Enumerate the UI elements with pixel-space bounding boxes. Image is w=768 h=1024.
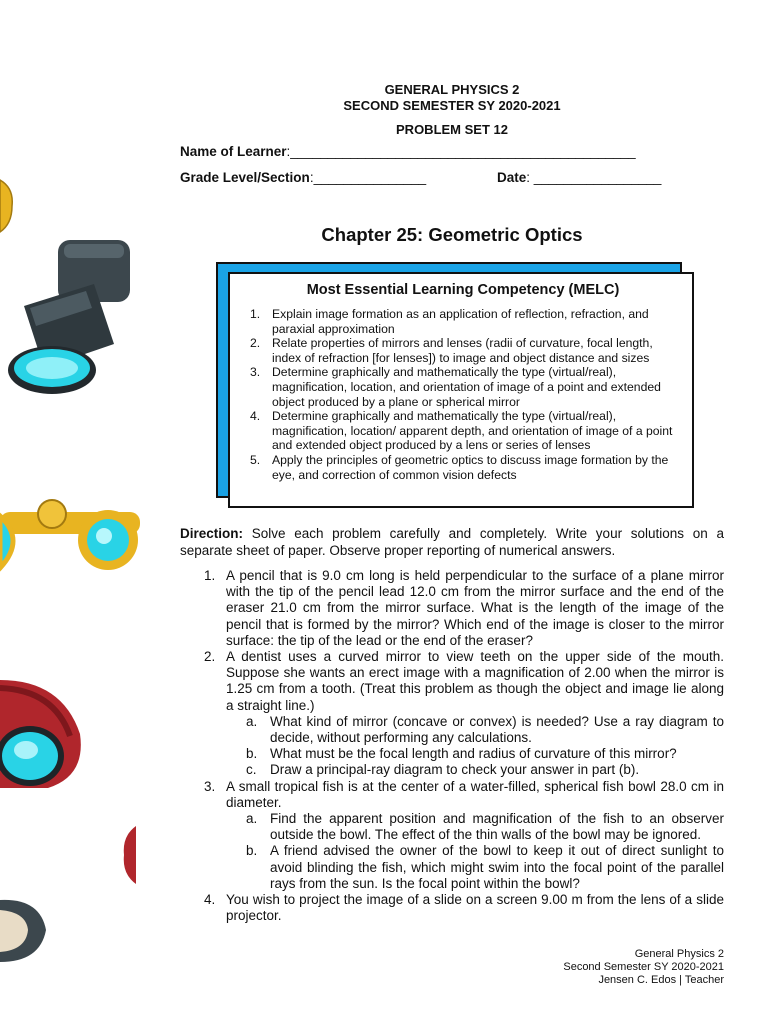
problem-number: 2.: [204, 649, 216, 665]
sub-question-letter: a.: [246, 713, 258, 729]
problem-number: 1.: [204, 568, 216, 583]
problem-text: You wish to project the image of a slide on a screen 9.00 m from the lens of a slide projector.: [226, 892, 724, 924]
problem-list: [200, 568, 724, 924]
melc-title: Most Essential Learning Competency (MELC): [306, 282, 620, 298]
grade-section-field[interactable]: [180, 170, 426, 185]
semester-title: SECOND SEMESTER SY 2020-2021: [343, 98, 561, 113]
problem-item: [200, 649, 724, 779]
sub-question-text: Draw a principal-ray diagram to check your answer in part (b).: [270, 762, 640, 778]
direction-label: Direction:: [180, 526, 244, 541]
footer-semester: Second Semester SY 2020-2021: [563, 961, 724, 973]
learner-name-label: Name of Learner: [180, 144, 287, 159]
red-lens-edge-illustration: [122, 826, 136, 884]
melc-item-number: 1.: [250, 307, 261, 321]
yellow-lens-edge-illustration: [0, 178, 14, 234]
melc-item-text: Determine graphically and mathematically the type (virtual/real), magnification, location, and orientation of image of a point and extended object produced by a plane or spherical mirror: [272, 365, 661, 409]
course-title: GENERAL PHYSICS 2: [384, 82, 520, 97]
problem-text: A dentist uses a curved mirror to view teeth on the upper side of the mouth. Suppose she wants an erect image with a magnification of 2.00 when the mirror is 1.25 cm from a tooth. (Treat this problem as though the object and image lie along a straight line.): [226, 649, 724, 713]
melc-item: [248, 336, 678, 365]
learner-name-field[interactable]: [180, 144, 636, 159]
melc-list: [248, 307, 678, 482]
chapter-title: Chapter 25: Geometric Optics: [321, 224, 583, 245]
melc-item: [248, 365, 678, 409]
melc-item: [248, 409, 678, 453]
footer-teacher: Jensen C. Edos | Teacher: [598, 974, 724, 986]
melc-item: [248, 307, 678, 336]
sub-question: [226, 714, 724, 746]
grade-section-label: Grade Level/Section: [180, 170, 310, 185]
melc-item-number: 5.: [250, 452, 261, 467]
sub-question-text: A friend advised the owner of the bowl to keep it out of direct sunlight to avoid blinding the fish, which might swim into the focal point of the parallel rays from the sun. Is the focal point within the bowl?: [270, 843, 724, 891]
problem-set-title: PROBLEM SET 12: [396, 122, 508, 137]
melc-item-text: Explain image formation as an application of reflection, refraction, and paraxial approximation: [272, 307, 649, 336]
sub-question-letter: b.: [246, 843, 258, 859]
melc-box: [228, 272, 694, 508]
sub-question-text: What must be the focal length and radius of curvature of this mirror?: [270, 746, 677, 762]
sub-question: [226, 811, 724, 843]
date-field[interactable]: [497, 170, 661, 185]
date-blank[interactable]: : _________________: [526, 170, 662, 185]
problem-item: [200, 779, 724, 892]
direction-paragraph: [180, 526, 724, 559]
page-footer: [563, 948, 724, 987]
sub-question-list: [226, 714, 724, 779]
telescope-illustration: [6, 236, 136, 396]
sub-question: [226, 762, 724, 778]
melc-item-number: 2.: [250, 336, 261, 351]
sub-question-list: [226, 811, 724, 892]
date-label: Date: [497, 170, 527, 185]
learner-name-blank[interactable]: :______________________________________________: [286, 144, 636, 159]
grey-lens-edge-illustration: [0, 898, 48, 964]
sub-question-letter: c.: [246, 762, 257, 778]
grade-section-blank[interactable]: :_______________: [309, 170, 427, 185]
melc-item-text: Determine graphically and mathematically the type (virtual/real), magnification, location/ apparent depth, and orientation of image of a point and extended object produced by a lens or series of lenses: [272, 409, 673, 453]
problem-item: [200, 892, 724, 924]
problem-number: 3.: [204, 778, 216, 794]
sub-question-letter: a.: [246, 811, 258, 827]
melc-item-number: 4.: [250, 409, 261, 424]
melc-item-number: 3.: [250, 365, 261, 380]
binoculars-illustration: [0, 498, 140, 582]
problem-item: [200, 568, 724, 649]
sub-question: [226, 746, 724, 762]
sub-question-text: What kind of mirror (concave or convex) is needed? Use a ray diagram to decide, without performing any calculations.: [270, 713, 724, 746]
melc-item: [248, 453, 678, 482]
red-telescope-lens-illustration: [0, 676, 84, 794]
footer-course: General Physics 2: [634, 948, 724, 960]
melc-item-text: Apply the principles of geometric optics to discuss image formation by the eye, and correction of common vision defects: [272, 452, 669, 482]
direction-text: Solve each problem carefully and completely. Write your solutions on a separate sheet of paper. Observe proper reporting of numerical answers.: [180, 526, 724, 558]
problem-text: A small tropical fish is at the center of a water-filled, spherical fish bowl 28.0 cm in diameter.: [226, 778, 724, 810]
problem-number: 4.: [204, 892, 216, 908]
melc-item-text: Relate properties of mirrors and lenses (radii of curvature, focal length, index of refraction [for lenses]) to image and object distance and sizes: [272, 336, 653, 365]
problem-text: A pencil that is 9.0 cm long is held perpendicular to the surface of a plane mirror with the tip of the pencil lead 12.0 cm from the mirror surface and the end of the eraser 21.0 cm from the mirror surface. What is the length of the image of the pencil that is formed by the mirror? Which end of the image is closer to the mirror surface: the tip of the lead or the end of the eraser?: [226, 568, 724, 648]
sub-question: [226, 843, 724, 892]
sub-question-letter: b.: [246, 746, 258, 762]
sub-question-text: Find the apparent position and magnification of the fish to an observer outside the bowl. The effect of the thin walls of the bowl may be ignored.: [270, 811, 724, 843]
